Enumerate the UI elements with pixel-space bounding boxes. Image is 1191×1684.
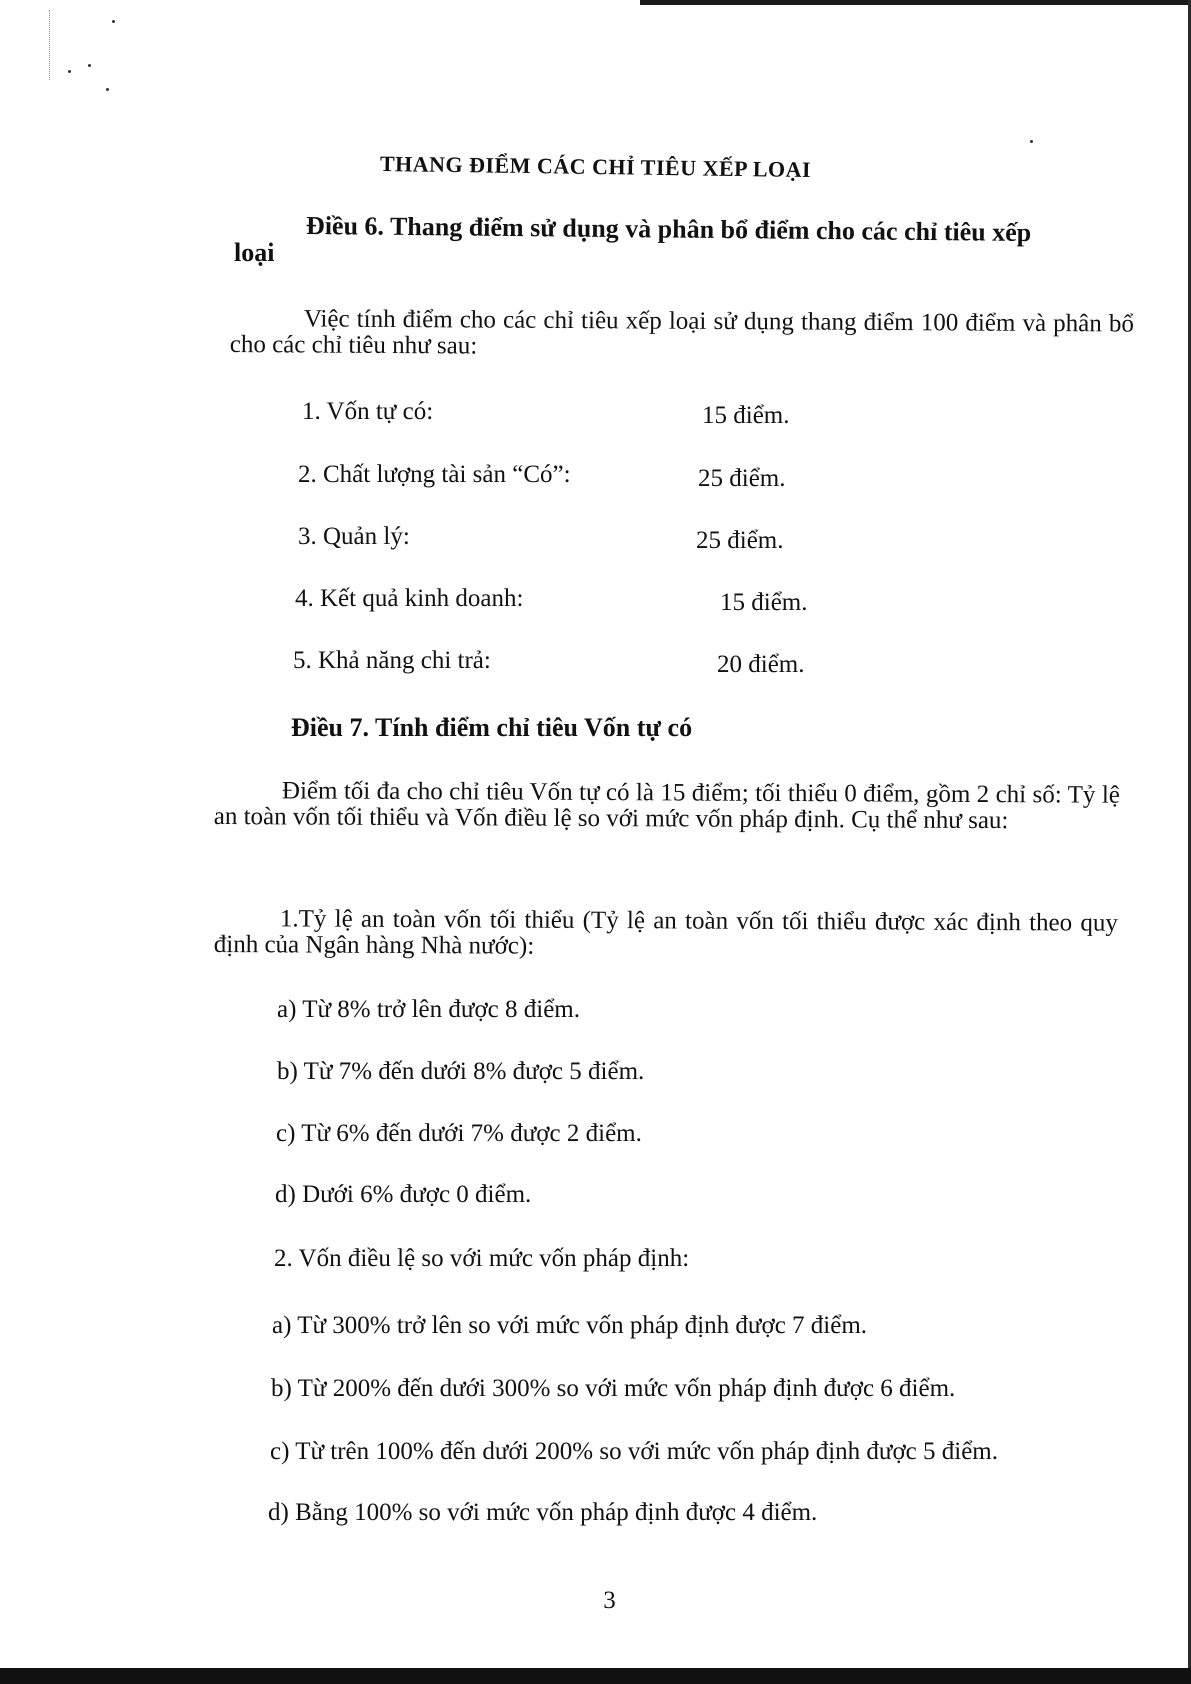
score-item-value: 15 điểm. [702,402,790,429]
section-2-item: a) Từ 300% trở lên so với mức vốn pháp định được 7 điểm. [272,1312,868,1339]
article-6-intro: Việc tính điểm cho các chỉ tiêu xếp loại sử dụng thang điểm 100 điểm và phân bổ cho các chỉ tiêu như sau: [229,305,1134,360]
section-2-item: c) Từ trên 100% đến dưới 200% so với mức vốn pháp định được 5 điểm. [270,1438,999,1465]
section-1-item: a) Từ 8% trở lên được 8 điểm. [277,996,581,1023]
score-item-row [298,460,858,490]
scan-speck [68,70,71,73]
article-6-heading: Điều 6. Thang điểm sử dụng và phân bổ điểm cho các chỉ tiêu xếp [305,211,1032,247]
section-1-item: d) Dưới 6% được 0 điểm. [275,1181,532,1208]
section-2-heading: 2. Vốn điều lệ so với mức vốn pháp định: [274,1245,690,1272]
score-item-label: 4. Kết quả kinh doanh: [295,585,524,612]
article-6-heading-continued: loại [234,238,275,267]
score-item-value: 25 điểm. [698,465,786,492]
score-item-row [293,646,853,676]
scan-edge-bottom [0,1668,1191,1684]
section-1-heading: 1.Tỷ lệ an toàn vốn tối thiểu (Tỷ lệ an toàn vốn tối thiểu được xác định theo quy định của Ngân hàng Nhà nước): [213,905,1118,960]
document-title: THANG ĐIỂM CÁC CHỈ TIÊU XẾP LOẠI [379,150,812,183]
section-2-item: d) Bằng 100% so với mức vốn pháp định được 4 điểm. [268,1499,818,1526]
score-item-label: 2. Chất lượng tài sản “Có”: [298,461,571,488]
score-item-row [302,397,862,427]
section-1-item: c) Từ 6% đến dưới 7% được 2 điểm. [276,1120,642,1147]
scan-margin-marks [49,10,51,80]
score-item-value: 20 điểm. [717,651,805,678]
scan-speck [106,88,109,91]
score-item-label: 3. Quản lý: [298,523,410,550]
score-item-label: 5. Khả năng chi trả: [293,647,491,674]
score-item-label: 1. Vốn tự có: [302,398,434,425]
scan-speck [112,20,115,23]
section-2-item: b) Từ 200% đến dưới 300% so với mức vốn pháp định được 6 điểm. [271,1375,956,1402]
section-1-item: b) Từ 7% đến dưới 8% được 5 điểm. [277,1058,645,1085]
article-7-intro: Điểm tối đa cho chỉ tiêu Vốn tự có là 15 điểm; tối thiểu 0 điểm, gồm 2 chỉ số: Tỷ lệ an toàn vốn tối thiểu và Vốn điều lệ so với mức vốn pháp định. Cụ thể như sau: [213,777,1120,835]
score-item-row [298,522,858,552]
score-item-value: 15 điểm. [720,589,808,616]
scan-speck [88,64,91,67]
scan-speck [1030,140,1033,143]
scan-edge-top [640,0,1191,5]
page-number: 3 [603,1587,616,1614]
article-7-heading: Điều 7. Tính điểm chỉ tiêu Vốn tự có [291,713,693,742]
score-item-row [295,584,855,614]
score-item-value: 25 điểm. [696,527,784,554]
